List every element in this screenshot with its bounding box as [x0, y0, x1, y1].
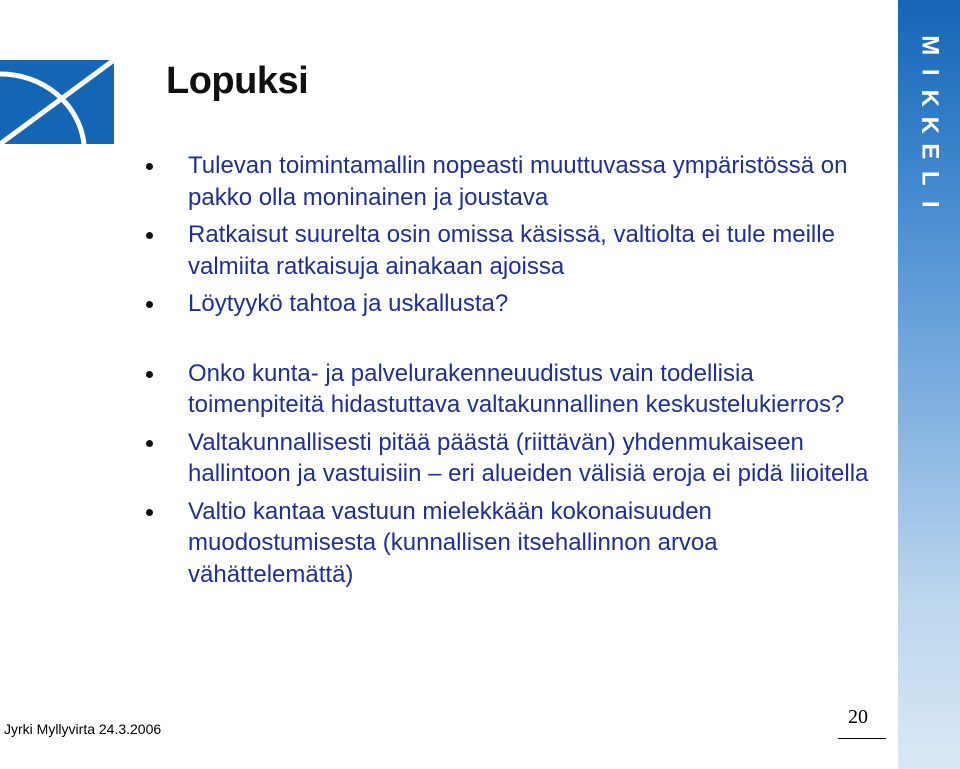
brand-letter: I — [916, 68, 944, 76]
logo-mark-icon — [0, 60, 114, 144]
footer-author-date: Jyrki Myllyvirta 24.3.2006 — [4, 721, 162, 737]
brand-letter: K — [916, 116, 944, 134]
bullet-icon — [146, 371, 153, 378]
brand-letter: E — [916, 143, 944, 160]
page-number: 20 — [848, 706, 868, 728]
bullet-item — [146, 288, 886, 320]
bullet-text: Valtakunnallisesti pitää päästä (riittävän) yhdenmukaiseen hallintoon ja vastuisiin – eri alueiden välisiä eroja ei pidä liioitella — [188, 428, 869, 487]
brand-letter: L — [916, 170, 944, 186]
bullet-icon — [146, 440, 153, 447]
page-number-rule — [838, 738, 886, 739]
bullet-text: Löytyykö tahtoa ja uskallusta? — [188, 290, 509, 317]
bullet-text: Onko kunta- ja palvelurakenneuudistus vain todellisia toimenpiteitä hidastuttava valtakunnallinen keskustelukierros? — [188, 359, 845, 418]
bullet-item — [146, 358, 886, 421]
bullet-text: Ratkaisut suurelta osin omissa käsissä, valtiolta ei tule meille valmiita ratkaisuja ainakaan ajoissa — [188, 221, 835, 280]
city-logo — [0, 60, 114, 144]
brand-letter: M — [916, 35, 944, 56]
bullet-icon — [146, 232, 153, 239]
bullet-icon — [146, 509, 153, 516]
bullet-item — [146, 219, 886, 282]
bullet-icon — [146, 163, 153, 170]
bullet-item — [146, 496, 886, 591]
brand-letter: I — [916, 200, 944, 208]
brand-letter: K — [916, 89, 944, 107]
bullet-icon — [146, 301, 153, 308]
bullet-item — [146, 427, 886, 490]
slide-title: Lopuksi — [166, 60, 309, 102]
bullet-text: Tulevan toimintamallin nopeasti muuttuvassa ympäristössä on pakko olla moninainen ja joustava — [188, 152, 848, 211]
brand-band — [898, 0, 960, 769]
bullet-text: Valtio kantaa vastuun mielekkään kokonaisuuden muodostumisesta (kunnallisen itsehallinnon arvoa vähättelemättä) — [188, 497, 718, 588]
brand-wordmark — [898, 32, 960, 218]
bullet-list — [146, 150, 886, 596]
bullet-item — [146, 150, 886, 213]
